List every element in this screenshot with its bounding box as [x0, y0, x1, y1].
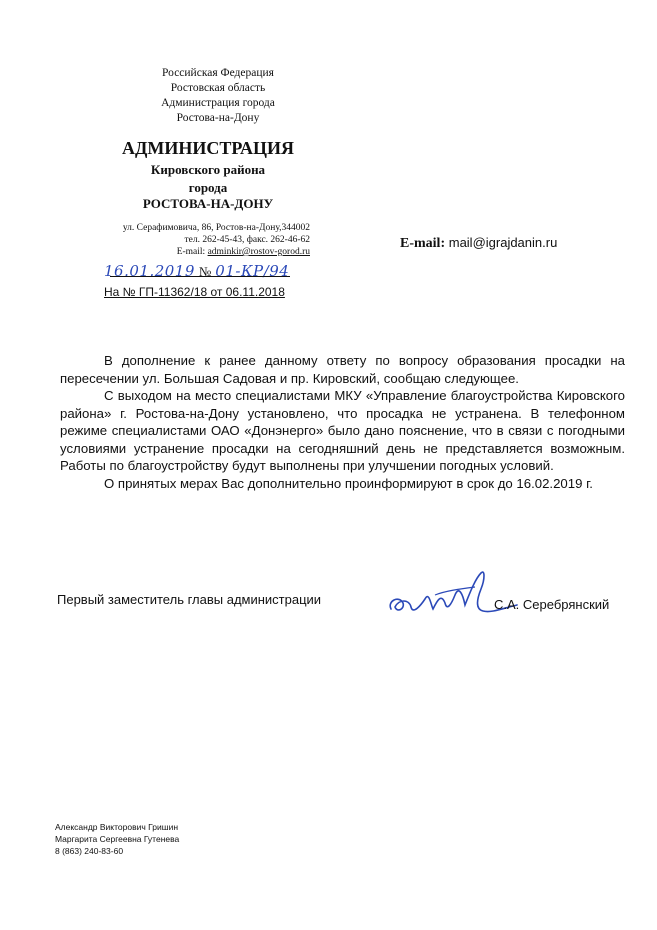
registration-line [104, 262, 314, 281]
registration-underline [110, 276, 290, 277]
paragraph: В дополнение к ранее данному ответу по вопросу образования просадки на пересечении ул. Большая Садовая и пр. Кировский, сообщаю следующее. [60, 353, 625, 386]
letterhead-email-label: E-mail: [176, 247, 208, 257]
registration-date: 16.01.2019 [104, 262, 195, 280]
signer-name: С.А. Серебрянский [494, 597, 610, 612]
executor-name-1: Александр Викторович Гришин [55, 822, 179, 832]
letterhead-email-link[interactable]: adminkir@rostov-gorod.ru [207, 247, 310, 257]
signer-position: Первый заместитель главы администрации [57, 592, 322, 607]
registration-number: 01-КР/94 [215, 262, 290, 280]
letterhead-phone: тел. 262-45-43, факс. 262-46-62 [184, 235, 310, 245]
letterhead-email [100, 246, 310, 259]
letterhead-city-word: города [188, 180, 228, 195]
letterhead-title: АДМИНИСТРАЦИЯ [121, 138, 295, 158]
paragraph: О принятых мерах Вас дополнительно проинформируют в срок до 16.02.2019 г. [104, 475, 593, 491]
executor-name-2: Маргарита Сергеевна Гутенева [55, 834, 180, 844]
letterhead-admin: Администрация города [161, 97, 275, 109]
letterhead-country: Российская Федерация [162, 67, 274, 79]
letterhead-district: Кировского района [150, 162, 266, 177]
recipient-email [400, 235, 557, 252]
recipient-email-label: E-mail: [400, 236, 446, 251]
letterhead-city-name: РОСТОВА-НА-ДОНУ [142, 196, 274, 211]
letterhead-city: Ростова-на-Дону [176, 112, 260, 124]
reference-number: На № ГП-11362/18 от 06.11.2018 [104, 285, 285, 299]
paragraph: С выходом на место специалистами МКУ «Управление благоустройства Кировского района» г. Ростова-на-Дону установлено, что просадка не устранена. В телефонном режиме специалистами ОАО «Донэнерго» было дано пояснение, что в связи с погодными условиями устранение просадки на сегодняшний день не представляется возможным. Работы по благоустройству будут выполнены при улучшении погодных условий. [60, 388, 625, 473]
executor-phone: 8 (863) 240-83-60 [55, 846, 124, 856]
letterhead-region: Ростовская область [170, 82, 266, 94]
recipient-email-value: mail@igrajdanin.ru [448, 235, 558, 250]
registration-number-label: № [198, 264, 212, 279]
letterhead-address: ул. Серафимовича, 86, Ростов-на-Дону,344002 [122, 223, 310, 233]
letter-body [60, 352, 625, 492]
